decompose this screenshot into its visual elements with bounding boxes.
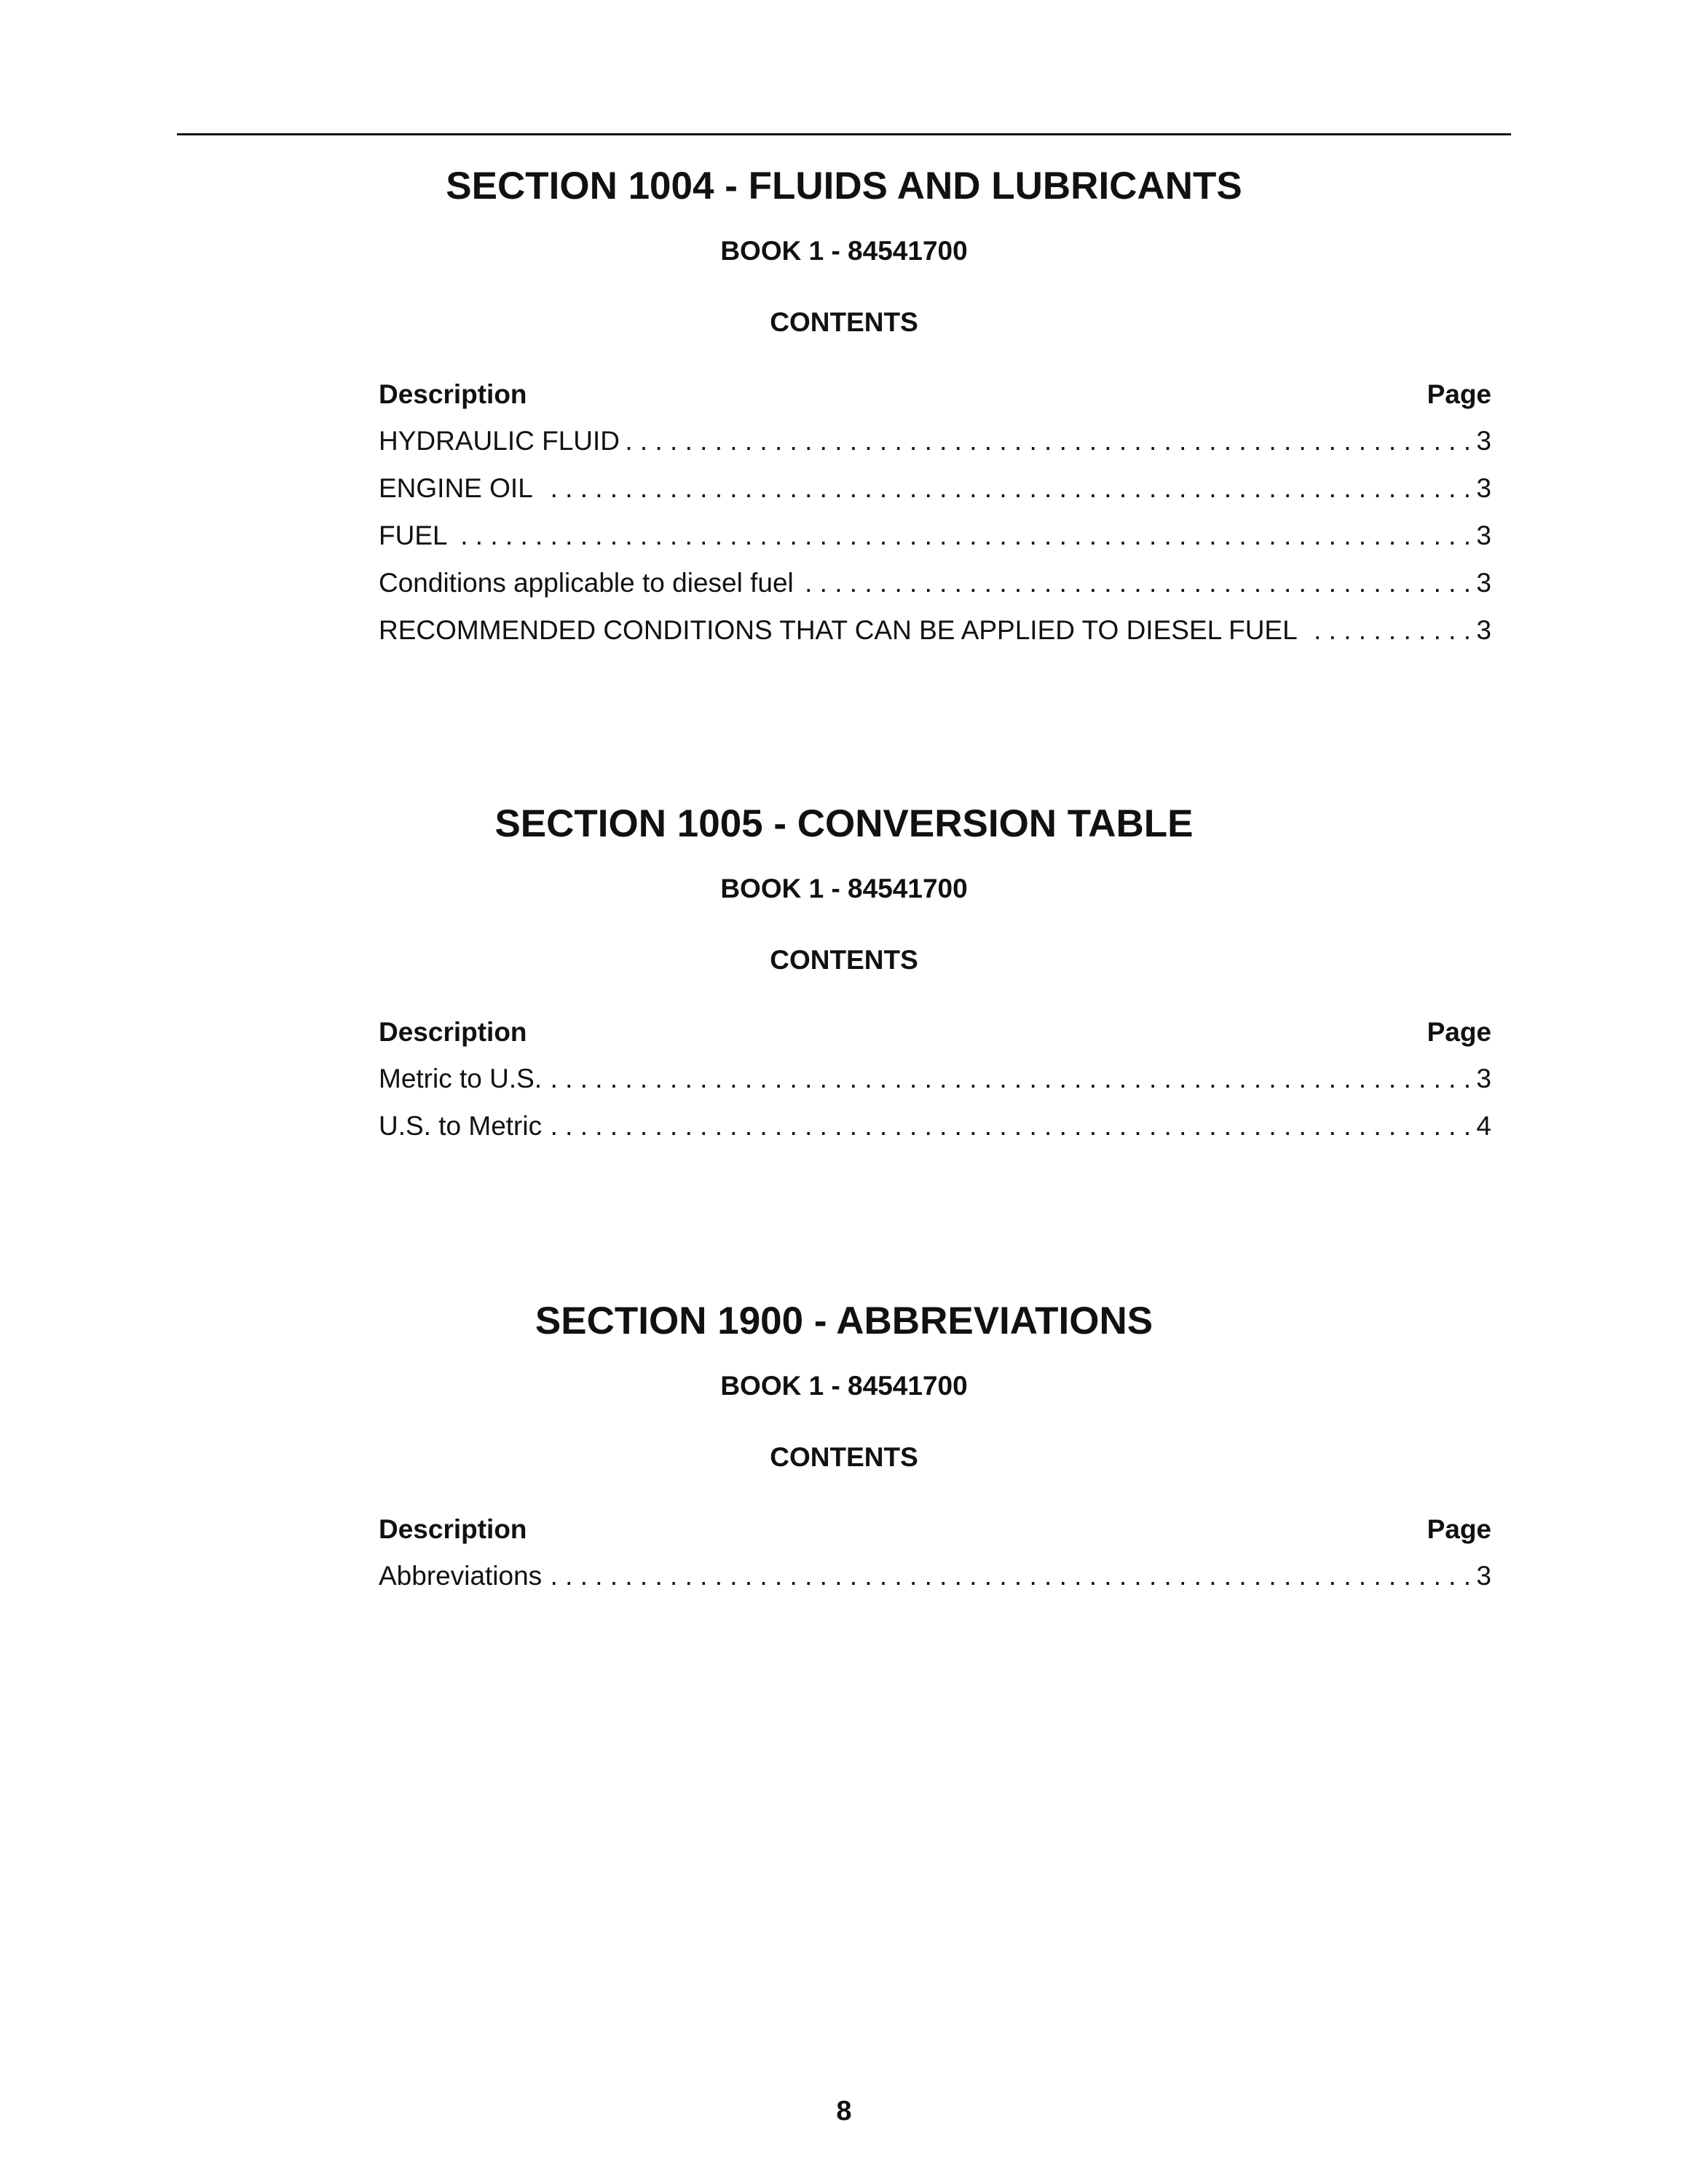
dot-leader: [455, 517, 1471, 555]
toc-entry[interactable]: [379, 1060, 1491, 1098]
toc-entry-label: HYDRAULIC FLUID: [379, 426, 620, 456]
contents-heading: CONTENTS: [770, 1442, 918, 1472]
toc-entry-label: U.S. to Metric: [379, 1111, 543, 1141]
top-rule: [177, 133, 1511, 135]
book-number: BOOK 1 - 84541700: [720, 874, 968, 903]
section-title: SECTION 1004 - FLUIDS AND LUBRICANTS: [446, 165, 1242, 207]
toc-header: [379, 376, 1491, 414]
dot-leader: [549, 1060, 1471, 1098]
dot-leader: [549, 1107, 1471, 1145]
contents-heading: CONTENTS: [770, 307, 918, 337]
dot-leader: [540, 470, 1471, 507]
dot-leader: [801, 564, 1471, 602]
book-number: BOOK 1 - 84541700: [720, 236, 968, 266]
section-1900: [0, 1292, 1688, 1605]
description-column-header: Description: [379, 379, 527, 409]
dot-leader: [1305, 612, 1471, 649]
toc-entry[interactable]: [379, 564, 1491, 602]
description-column-header: Description: [379, 1017, 527, 1047]
toc-entry[interactable]: [379, 1557, 1491, 1595]
toc-entry-label: Abbreviations: [379, 1561, 543, 1591]
toc-entry-label: FUEL: [379, 521, 448, 550]
toc-entry-page: 4: [1476, 1111, 1491, 1141]
toc-entry[interactable]: [379, 470, 1491, 507]
page-column-header: Page: [1427, 1514, 1491, 1544]
toc-entry-page: 3: [1476, 426, 1491, 456]
toc-entry-page: 3: [1476, 521, 1491, 550]
toc-entry-label: Conditions applicable to diesel fuel: [379, 568, 794, 598]
contents-heading: CONTENTS: [770, 945, 918, 975]
toc-entry[interactable]: [379, 422, 1491, 460]
toc-entry-label: Metric to U.S.: [379, 1064, 543, 1093]
page-column-header: Page: [1427, 379, 1491, 409]
toc-entry-label: RECOMMENDED CONDITIONS THAT CAN BE APPLIED TO DIESEL FUEL: [379, 615, 1298, 645]
dot-leader: [627, 422, 1471, 460]
table-of-contents: [379, 1511, 1491, 1595]
page-number: 8: [836, 2096, 852, 2126]
toc-entry-page: 3: [1476, 1561, 1491, 1591]
section-title: SECTION 1900 - ABBREVIATIONS: [535, 1299, 1153, 1342]
toc-entry-page: 3: [1476, 1064, 1491, 1093]
toc-entry-page: 3: [1476, 568, 1491, 598]
toc-entry-page: 3: [1476, 615, 1491, 645]
toc-entry-page: 3: [1476, 473, 1491, 503]
section-title: SECTION 1005 - CONVERSION TABLE: [494, 802, 1194, 845]
toc-entry[interactable]: [379, 1107, 1491, 1145]
toc-entry[interactable]: [379, 517, 1491, 555]
section-1004: [0, 157, 1688, 659]
toc-header: [379, 1511, 1491, 1548]
toc-header: [379, 1013, 1491, 1051]
section-1005: [0, 795, 1688, 1155]
table-of-contents: [379, 376, 1491, 649]
page-column-header: Page: [1427, 1017, 1491, 1047]
dot-leader: [549, 1557, 1471, 1595]
toc-entry-label: ENGINE OIL: [379, 473, 533, 503]
table-of-contents: [379, 1013, 1491, 1145]
book-number: BOOK 1 - 84541700: [720, 1371, 968, 1401]
toc-entry[interactable]: [379, 612, 1491, 649]
description-column-header: Description: [379, 1514, 527, 1544]
